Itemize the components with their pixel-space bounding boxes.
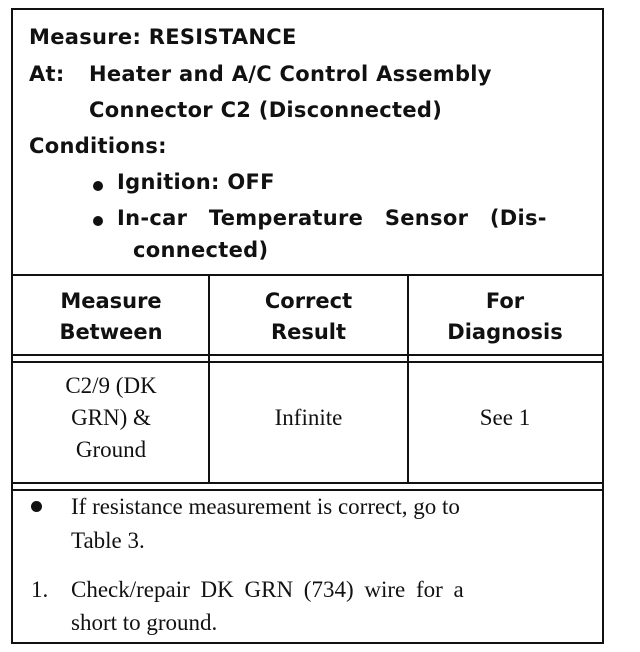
resistance-test-table	[11, 8, 604, 644]
note-item-1-line-1: Check/repair DK GRN (734) wire for a	[71, 577, 464, 602]
table-row-measure-between: C2/9 (DK GRN) & Ground	[65, 373, 157, 462]
test-header	[13, 10, 602, 274]
at-line-1: Heater and A/C Control Assembly	[89, 62, 492, 86]
at-line-2: Connector C2 (Disconnected)	[89, 98, 443, 122]
condition-ignition: Ignition: OFF	[117, 170, 275, 194]
condition-sensor-line-2: connected)	[133, 238, 269, 262]
column-divider	[407, 274, 409, 484]
conditions-label: Conditions:	[29, 134, 167, 158]
column-header-for-diagnosis: For Diagnosis	[447, 289, 563, 344]
divider	[13, 274, 602, 276]
condition-sensor-line-1: In-car Temperature Sensor (Dis-	[117, 206, 547, 230]
table-row-correct-result: Infinite	[274, 405, 343, 430]
note-bullet-line-1: If resistance measurement is correct, go to	[71, 494, 460, 519]
note-item-number: 1.	[31, 577, 49, 602]
column-header-measure-between: Measure Between	[59, 289, 163, 344]
bullet-icon	[93, 181, 103, 191]
note-bullet-line-2: Table 3.	[71, 528, 145, 553]
header-double-rule	[13, 354, 602, 363]
measure-heading: Measure: RESISTANCE	[29, 25, 297, 49]
at-label: At:	[29, 62, 65, 86]
column-header-correct-result: Correct Result	[264, 289, 353, 344]
bullet-icon	[31, 501, 42, 512]
bullet-icon	[93, 216, 103, 226]
table-row-diagnosis: See 1	[479, 405, 531, 430]
note-item-1-line-2: short to ground.	[71, 610, 218, 635]
